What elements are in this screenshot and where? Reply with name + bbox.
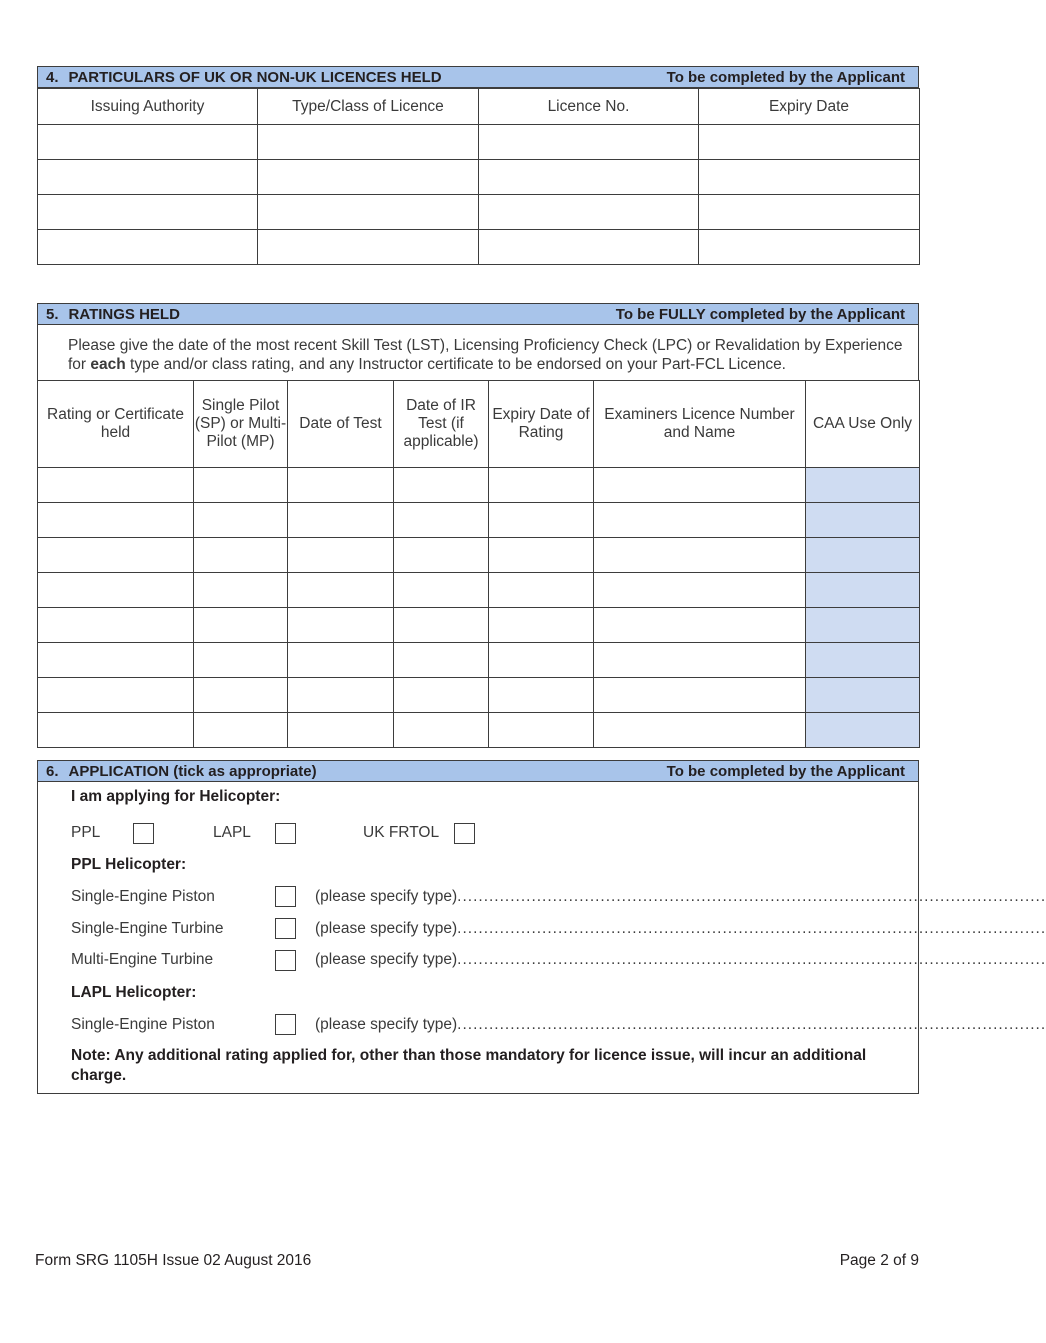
ppl-me-turbine-label: Multi-Engine Turbine bbox=[71, 951, 214, 968]
rating-held-cell[interactable] bbox=[38, 573, 194, 608]
expiry-date-cell[interactable] bbox=[699, 160, 920, 195]
table-row bbox=[38, 643, 920, 678]
expiry-date-cell[interactable] bbox=[699, 125, 920, 160]
caa-use-cell bbox=[806, 468, 920, 503]
frtol-checkbox[interactable] bbox=[454, 823, 475, 844]
page-number: Page 2 of 9 bbox=[839, 1252, 919, 1269]
examiner-cell[interactable] bbox=[594, 503, 806, 538]
licence-type-cell[interactable] bbox=[258, 125, 479, 160]
applying-heading: I am applying for Helicopter: bbox=[71, 788, 281, 805]
lapl-se-piston-checkbox[interactable] bbox=[275, 1014, 296, 1035]
examiner-cell[interactable] bbox=[594, 538, 806, 573]
option-lapl-label: LAPL bbox=[213, 824, 251, 841]
col-rating-held: Rating or Certificate held bbox=[38, 381, 194, 468]
date-of-test-cell[interactable] bbox=[288, 608, 394, 643]
table-row bbox=[38, 230, 920, 265]
ppl-se-turbine-checkbox[interactable] bbox=[275, 918, 296, 939]
lapl-heading: LAPL Helicopter: bbox=[71, 984, 197, 1001]
expiry-of-rating-cell[interactable] bbox=[489, 713, 594, 748]
specify-text: (please specify type) bbox=[315, 920, 458, 937]
section-4-number: 4. bbox=[46, 68, 59, 86]
examiner-cell[interactable] bbox=[594, 678, 806, 713]
specify-text: (please specify type) bbox=[315, 1016, 458, 1033]
rating-held-cell[interactable] bbox=[38, 538, 194, 573]
section-4-title: PARTICULARS OF UK OR NON-UK LICENCES HELD bbox=[68, 68, 442, 86]
ir-test-date-cell[interactable] bbox=[394, 608, 489, 643]
col-sp-mp: Single Pilot (SP) or Multi-Pilot (MP) bbox=[194, 381, 288, 468]
section-5-title: RATINGS HELD bbox=[68, 305, 180, 323]
rating-held-cell[interactable] bbox=[38, 468, 194, 503]
caa-use-cell bbox=[806, 678, 920, 713]
lapl-checkbox[interactable] bbox=[275, 823, 296, 844]
lapl-se-piston-specify[interactable]: (please specify type)............................................................................................................... bbox=[315, 1016, 1046, 1033]
table-row bbox=[38, 195, 920, 230]
licences-table bbox=[37, 88, 920, 265]
caa-use-cell bbox=[806, 573, 920, 608]
expiry-date-cell[interactable] bbox=[699, 195, 920, 230]
section-6-title: APPLICATION (tick as appropriate) bbox=[68, 762, 317, 780]
table-row bbox=[38, 678, 920, 713]
form-id: Form SRG 1105H Issue 02 August 2016 bbox=[35, 1252, 312, 1269]
sp-mp-cell[interactable] bbox=[194, 678, 288, 713]
table-row bbox=[38, 608, 920, 643]
ratings-header-row bbox=[38, 381, 920, 468]
expiry-of-rating-cell[interactable] bbox=[489, 503, 594, 538]
date-of-test-cell[interactable] bbox=[288, 678, 394, 713]
licence-no-cell[interactable] bbox=[479, 230, 699, 265]
expiry-of-rating-cell[interactable] bbox=[489, 573, 594, 608]
instructions-bold-word: each bbox=[90, 356, 126, 373]
instructions-part-2: type and/or class rating, and any Instructor certificate to be endorsed on your Part-FCL Licence. bbox=[125, 356, 786, 373]
licence-no-cell[interactable] bbox=[479, 160, 699, 195]
sp-mp-cell[interactable] bbox=[194, 608, 288, 643]
expiry-date-cell[interactable] bbox=[699, 230, 920, 265]
ppl-me-turbine-checkbox[interactable] bbox=[275, 950, 296, 971]
ir-test-date-cell[interactable] bbox=[394, 538, 489, 573]
examiner-cell[interactable] bbox=[594, 643, 806, 678]
licence-type-cell[interactable] bbox=[258, 160, 479, 195]
caa-use-cell bbox=[806, 713, 920, 748]
lapl-se-piston-label: Single-Engine Piston bbox=[71, 1016, 215, 1033]
col-caa-use-only: CAA Use Only bbox=[806, 381, 920, 468]
sp-mp-cell[interactable] bbox=[194, 573, 288, 608]
col-date-of-test: Date of Test bbox=[288, 381, 394, 468]
caa-use-cell bbox=[806, 538, 920, 573]
ppl-me-turbine-specify[interactable]: (please specify type)............................................................................................................... bbox=[315, 951, 1046, 968]
expiry-of-rating-cell[interactable] bbox=[489, 678, 594, 713]
ir-test-date-cell[interactable] bbox=[394, 713, 489, 748]
issuing-authority-cell[interactable] bbox=[38, 230, 258, 265]
licences-header-row bbox=[38, 89, 920, 125]
section-5-note: To be FULLY completed by the Applicant bbox=[615, 305, 905, 323]
sp-mp-cell[interactable] bbox=[194, 643, 288, 678]
ppl-se-piston-label: Single-Engine Piston bbox=[71, 888, 215, 905]
ppl-se-piston-specify[interactable]: (please specify type)............................................................................................................... bbox=[315, 888, 1046, 905]
rating-held-cell[interactable] bbox=[38, 643, 194, 678]
ratings-instructions bbox=[37, 325, 919, 380]
ir-test-date-cell[interactable] bbox=[394, 573, 489, 608]
examiner-cell[interactable] bbox=[594, 468, 806, 503]
col-licence-type: Type/Class of Licence bbox=[258, 89, 479, 125]
specify-text: (please specify type) bbox=[315, 888, 458, 905]
section-5-number: 5. bbox=[46, 305, 59, 323]
table-row bbox=[38, 573, 920, 608]
option-frtol-label: UK FRTOL bbox=[363, 824, 440, 841]
expiry-of-rating-cell[interactable] bbox=[489, 538, 594, 573]
licence-type-cell[interactable] bbox=[258, 195, 479, 230]
licence-no-cell[interactable] bbox=[479, 195, 699, 230]
ppl-se-piston-checkbox[interactable] bbox=[275, 886, 296, 907]
expiry-of-rating-cell[interactable] bbox=[489, 468, 594, 503]
date-of-test-cell[interactable] bbox=[288, 503, 394, 538]
sp-mp-cell[interactable] bbox=[194, 503, 288, 538]
issuing-authority-cell[interactable] bbox=[38, 125, 258, 160]
section-5-header bbox=[37, 303, 919, 325]
expiry-of-rating-cell[interactable] bbox=[489, 608, 594, 643]
option-ppl-label: PPL bbox=[71, 824, 101, 841]
table-row bbox=[38, 538, 920, 573]
table-row bbox=[38, 125, 920, 160]
rating-held-cell[interactable] bbox=[38, 608, 194, 643]
table-row bbox=[38, 503, 920, 538]
section-4-note: To be completed by the Applicant bbox=[666, 68, 905, 86]
ppl-heading: PPL Helicopter: bbox=[71, 856, 187, 873]
rating-held-cell[interactable] bbox=[38, 678, 194, 713]
col-examiner: Examiners Licence Number and Name bbox=[594, 381, 806, 468]
col-issuing-authority: Issuing Authority bbox=[38, 89, 258, 125]
licence-type-cell[interactable] bbox=[258, 230, 479, 265]
ppl-se-turbine-label: Single-Engine Turbine bbox=[71, 920, 224, 937]
col-licence-no: Licence No. bbox=[479, 89, 699, 125]
sp-mp-cell[interactable] bbox=[194, 468, 288, 503]
rating-held-cell[interactable] bbox=[38, 713, 194, 748]
examiner-cell[interactable] bbox=[594, 608, 806, 643]
table-row bbox=[38, 713, 920, 748]
expiry-of-rating-cell[interactable] bbox=[489, 643, 594, 678]
rating-held-cell[interactable] bbox=[38, 503, 194, 538]
col-ir-test-date: Date of IR Test (if applicable) bbox=[394, 381, 489, 468]
col-expiry-of-rating: Expiry Date of Rating bbox=[489, 381, 594, 468]
date-of-test-cell[interactable] bbox=[288, 713, 394, 748]
caa-use-cell bbox=[806, 608, 920, 643]
date-of-test-cell[interactable] bbox=[288, 573, 394, 608]
table-row bbox=[38, 160, 920, 195]
ratings-body bbox=[38, 468, 920, 748]
specify-text: (please specify type) bbox=[315, 951, 458, 968]
sp-mp-cell[interactable] bbox=[194, 713, 288, 748]
ratings-table bbox=[37, 380, 920, 748]
col-expiry-date: Expiry Date bbox=[699, 89, 920, 125]
application-box bbox=[37, 782, 1046, 1094]
ir-test-date-cell[interactable] bbox=[394, 503, 489, 538]
section-6-number: 6. bbox=[46, 762, 59, 780]
date-of-test-cell[interactable] bbox=[288, 643, 394, 678]
ir-test-date-cell[interactable] bbox=[394, 643, 489, 678]
date-of-test-cell[interactable] bbox=[288, 538, 394, 573]
examiner-cell[interactable] bbox=[594, 573, 806, 608]
section-4-header bbox=[37, 66, 919, 88]
sp-mp-cell[interactable] bbox=[194, 538, 288, 573]
ir-test-date-cell[interactable] bbox=[394, 468, 489, 503]
ppl-se-turbine-specify[interactable]: (please specify type)............................................................................................................... bbox=[315, 920, 1046, 937]
ir-test-date-cell[interactable] bbox=[394, 678, 489, 713]
date-of-test-cell[interactable] bbox=[288, 468, 394, 503]
issuing-authority-cell[interactable] bbox=[38, 160, 258, 195]
caa-use-cell bbox=[806, 643, 920, 678]
examiner-cell[interactable] bbox=[594, 713, 806, 748]
ppl-checkbox[interactable] bbox=[133, 823, 154, 844]
licence-no-cell[interactable] bbox=[479, 125, 699, 160]
section-6-note: To be completed by the Applicant bbox=[666, 762, 905, 780]
instructions-part-1: Please give the date of the most recent Skill Test (LST), Licensing Proficiency Check (LPC) or Revalidation by Experience for bbox=[68, 337, 903, 373]
section-6-header bbox=[37, 760, 919, 782]
additional-charge-note: Note: Any additional rating applied for, other than those mandatory for licence issue, will incur an additional charge. bbox=[71, 1047, 867, 1084]
issuing-authority-cell[interactable] bbox=[38, 195, 258, 230]
table-row bbox=[38, 468, 920, 503]
caa-use-cell bbox=[806, 503, 920, 538]
